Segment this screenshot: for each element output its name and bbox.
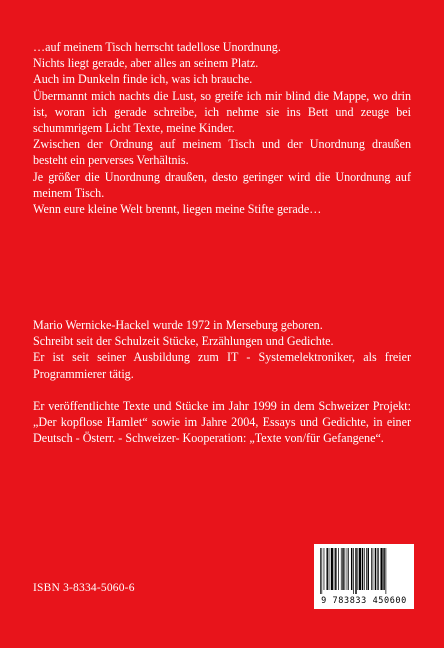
barcode-bar: [329, 548, 330, 590]
bio-writing: Schreibt seit der Schulzeit Stücke, Erzählungen und Gedichte.: [33, 334, 334, 349]
barcode-bar: [347, 548, 348, 590]
barcode-bar: [348, 548, 349, 590]
barcode-bar: [334, 548, 335, 590]
barcode-bar: [342, 548, 343, 590]
blurb-line-3: Auch im Dunkeln finde ich, was ich brauche.: [33, 72, 253, 87]
bio-publications: Er veröffentlichte Texte und Stücke im Jahr 1999 in dem Schweizer Projekt: „Der kopflose Hamlet“ sowie im Jahre 2004, Essays und Gedichte, in einer Deutsch - Österr. - Schweizer- Kooperation: „Texte von/für Gefangene“.: [33, 398, 411, 446]
back-cover-blurb: [33, 39, 411, 217]
barcode-bar: [344, 548, 345, 590]
bio-profession: Er ist seit seiner Ausbildung zum IT - Systemelektroniker, als freier Programmierer tätig.: [33, 350, 411, 381]
barcode-bar: [357, 548, 358, 590]
barcode-bar: [321, 548, 322, 594]
barcode-bar: [368, 548, 369, 590]
author-biography: [33, 317, 411, 446]
barcode-bar: [324, 548, 325, 590]
barcode-bar: [341, 548, 342, 590]
barcode-bar: [359, 548, 361, 590]
blurb-line-1: …auf meinem Tisch herrscht tadellose Unordnung.: [33, 40, 281, 54]
barcode-bar: [378, 548, 379, 590]
barcode-bar: [355, 548, 356, 594]
blurb-line-6: Je größer die Unordnung draußen, desto geringer wird die Unordnung auf meinem Tisch.: [33, 169, 411, 200]
barcode-bar: [383, 548, 384, 590]
barcode-bars: [318, 548, 410, 594]
barcode-bar: [375, 548, 376, 590]
barcode: [314, 544, 414, 609]
barcode-bar: [351, 548, 352, 590]
blurb-line-2: Nichts liegt gerade, aber alles an seinem Platz.: [33, 56, 259, 71]
barcode-bar: [364, 548, 365, 590]
barcode-bar: [377, 548, 378, 590]
bio-spacer: [33, 382, 411, 398]
barcode-bar: [373, 548, 374, 590]
isbn-label: ISBN 3-8334-5060-6: [33, 582, 135, 594]
barcode-bar: [362, 548, 363, 590]
blurb-line-4: Übermannt mich nachts die Lust, so greife ich mir blind die Mappe, wo drin ist, woran ich gerade schreibe, ich nehme sie ins Bett und zeuge bei schummrigem Licht Texte, meine Kinder.: [33, 88, 411, 136]
barcode-bar: [320, 548, 321, 594]
barcode-number: 9 783833 450600: [321, 596, 407, 606]
barcode-bar: [371, 548, 372, 590]
barcode-bar: [353, 548, 354, 594]
barcode-bar: [338, 548, 339, 590]
barcode-bar: [335, 548, 336, 590]
barcode-bar: [326, 548, 327, 590]
barcode-bar: [380, 548, 382, 590]
blurb-line-7: Wenn eure kleine Welt brennt, liegen meine Stifte gerade…: [33, 202, 322, 217]
bio-birth: Mario Wernicke-Hackel wurde 1972 in Merseburg geboren.: [33, 318, 323, 332]
barcode-bar: [366, 548, 367, 590]
blurb-line-5: Zwischen der Ordnung auf meinem Tisch und der Unordnung draußen besteht ein perverses Verhältnis.: [33, 137, 411, 168]
barcode-bar: [331, 548, 333, 590]
barcode-bar: [386, 548, 387, 594]
